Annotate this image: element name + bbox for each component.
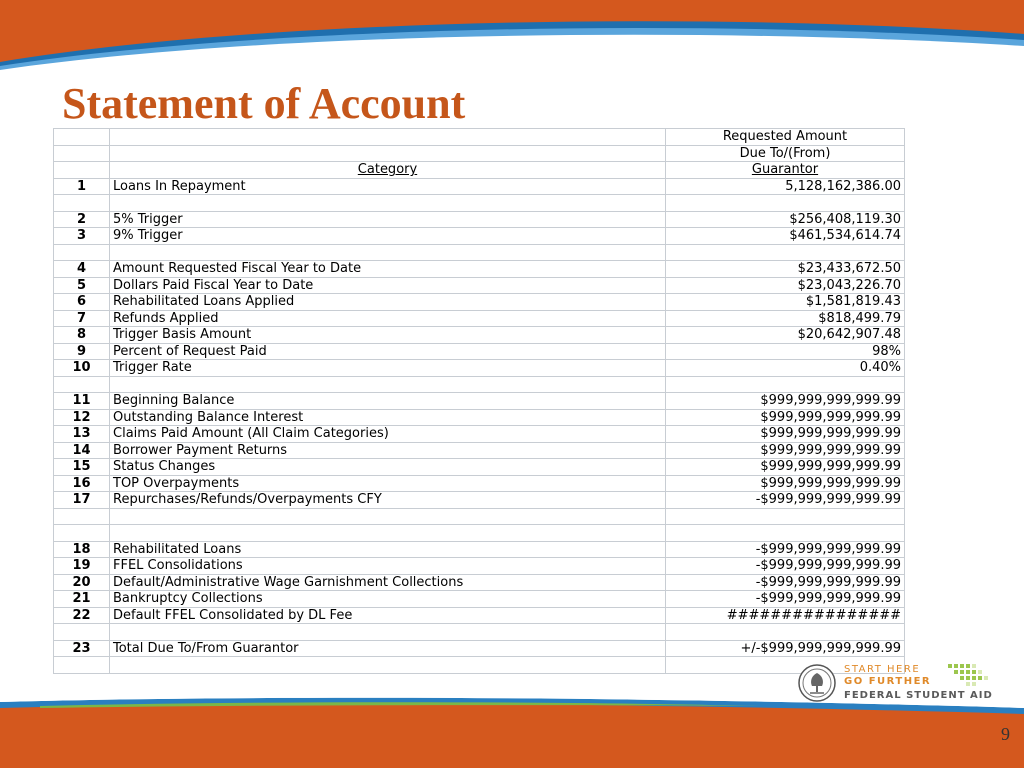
row-amount: [666, 525, 905, 542]
top-decorative-band: [0, 0, 1024, 70]
row-number: [54, 657, 110, 674]
row-category: [110, 657, 666, 674]
logo-dots-icon: [948, 664, 994, 688]
row-category: [110, 244, 666, 261]
table-row: [54, 178, 905, 195]
row-category: Dollars Paid Fiscal Year to Date: [110, 277, 666, 294]
row-number: [54, 525, 110, 542]
row-number: 21: [54, 591, 110, 608]
logo-line-federal-student-aid: FEDERAL STUDENT AID: [844, 690, 993, 701]
row-number: 22: [54, 607, 110, 624]
row-number: [54, 508, 110, 525]
row-number: 3: [54, 228, 110, 245]
row-category: Outstanding Balance Interest: [110, 409, 666, 426]
row-number: 1: [54, 178, 110, 195]
row-amount: [666, 376, 905, 393]
row-category: [110, 624, 666, 641]
row-category: Trigger Basis Amount: [110, 327, 666, 344]
row-amount: 0.40%: [666, 360, 905, 377]
row-amount: -$999,999,999,999.99: [666, 574, 905, 591]
row-amount: [666, 244, 905, 261]
row-number: 16: [54, 475, 110, 492]
header-category-cell: [110, 145, 666, 162]
table-row: [54, 261, 905, 278]
row-category: [110, 525, 666, 542]
row-category: TOP Overpayments: [110, 475, 666, 492]
table-row: [54, 426, 905, 443]
row-amount: $999,999,999,999.99: [666, 393, 905, 410]
federal-student-aid-logo: [798, 662, 998, 706]
row-amount: -$999,999,999,999.99: [666, 541, 905, 558]
logo-line-start-here: START HERE: [844, 664, 921, 675]
row-number: 10: [54, 360, 110, 377]
table-row: [54, 640, 905, 657]
row-number: [54, 195, 110, 212]
row-amount: [666, 508, 905, 525]
row-amount: $999,999,999,999.99: [666, 475, 905, 492]
row-category: Refunds Applied: [110, 310, 666, 327]
row-number: 5: [54, 277, 110, 294]
page-number: 9: [1001, 724, 1010, 744]
table-row: [54, 360, 905, 377]
row-amount: $999,999,999,999.99: [666, 459, 905, 476]
row-amount: -$999,999,999,999.99: [666, 591, 905, 608]
table-row: [54, 558, 905, 575]
table-row: [54, 591, 905, 608]
row-number: 7: [54, 310, 110, 327]
table-row: [54, 459, 905, 476]
row-category: FFEL Consolidations: [110, 558, 666, 575]
row-number: [54, 244, 110, 261]
row-category: Bankruptcy Collections: [110, 591, 666, 608]
row-number: 4: [54, 261, 110, 278]
table-row: [54, 607, 905, 624]
row-amount: $256,408,119.30: [666, 211, 905, 228]
table-row: [54, 541, 905, 558]
header-row: [54, 162, 905, 179]
row-amount: $999,999,999,999.99: [666, 426, 905, 443]
row-amount: [666, 195, 905, 212]
row-number: 8: [54, 327, 110, 344]
header-category-cell: [110, 129, 666, 146]
row-amount: $818,499.79: [666, 310, 905, 327]
slide-title: Statement of Account: [62, 79, 466, 128]
row-amount: $1,581,819.43: [666, 294, 905, 311]
row-amount: $20,642,907.48: [666, 327, 905, 344]
blank-row: [54, 657, 905, 674]
header-amount-line2: Due To/(From): [666, 145, 905, 162]
blank-row: [54, 244, 905, 261]
row-category: [110, 508, 666, 525]
row-number: 17: [54, 492, 110, 509]
table-row: [54, 475, 905, 492]
row-category: Rehabilitated Loans: [110, 541, 666, 558]
statement-of-account-table: [53, 128, 905, 674]
header-amount-line1: Requested Amount: [666, 129, 905, 146]
row-category: Claims Paid Amount (All Claim Categories): [110, 426, 666, 443]
department-seal-icon: [798, 664, 836, 702]
table-row: [54, 492, 905, 509]
table-row: [54, 574, 905, 591]
row-amount: $999,999,999,999.99: [666, 409, 905, 426]
row-amount: $461,534,614.74: [666, 228, 905, 245]
row-category: Beginning Balance: [110, 393, 666, 410]
row-amount: $23,433,672.50: [666, 261, 905, 278]
header-num-cell: [54, 162, 110, 179]
row-number: [54, 624, 110, 641]
row-category: [110, 195, 666, 212]
blank-row: [54, 376, 905, 393]
table-row: [54, 409, 905, 426]
row-number: 19: [54, 558, 110, 575]
row-category: 9% Trigger: [110, 228, 666, 245]
row-category: Status Changes: [110, 459, 666, 476]
row-number: 11: [54, 393, 110, 410]
row-number: 6: [54, 294, 110, 311]
row-number: 15: [54, 459, 110, 476]
row-amount: -$999,999,999,999.99: [666, 492, 905, 509]
row-number: 9: [54, 343, 110, 360]
table-row: [54, 294, 905, 311]
row-number: 23: [54, 640, 110, 657]
row-number: 13: [54, 426, 110, 443]
header-row: [54, 129, 905, 146]
row-number: [54, 376, 110, 393]
header-num-cell: [54, 145, 110, 162]
row-amount: $23,043,226.70: [666, 277, 905, 294]
row-amount: 98%: [666, 343, 905, 360]
logo-line-go-further: GO FURTHER: [844, 676, 932, 687]
row-amount: +/-$999,999,999,999.99: [666, 640, 905, 657]
row-amount: $999,999,999,999.99: [666, 442, 905, 459]
row-number: 12: [54, 409, 110, 426]
row-amount: 5,128,162,386.00: [666, 178, 905, 195]
table-row: [54, 393, 905, 410]
row-category: Default FFEL Consolidated by DL Fee: [110, 607, 666, 624]
header-row: [54, 145, 905, 162]
table-row: [54, 211, 905, 228]
row-category: Total Due To/From Guarantor: [110, 640, 666, 657]
row-amount: -$999,999,999,999.99: [666, 558, 905, 575]
row-number: 20: [54, 574, 110, 591]
row-number: 2: [54, 211, 110, 228]
row-amount: ################: [666, 607, 905, 624]
table-row: [54, 327, 905, 344]
row-category: Percent of Request Paid: [110, 343, 666, 360]
table-row: [54, 277, 905, 294]
table-row: [54, 442, 905, 459]
table-row: [54, 310, 905, 327]
row-category: 5% Trigger: [110, 211, 666, 228]
blank-row: [54, 525, 905, 542]
row-number: 14: [54, 442, 110, 459]
row-category: Repurchases/Refunds/Overpayments CFY: [110, 492, 666, 509]
row-category: Borrower Payment Returns: [110, 442, 666, 459]
table-row: [54, 343, 905, 360]
row-category: [110, 376, 666, 393]
blank-row: [54, 624, 905, 641]
row-number: 18: [54, 541, 110, 558]
header-category-label: Category: [110, 162, 666, 179]
header-num-cell: [54, 129, 110, 146]
blank-row: [54, 195, 905, 212]
header-amount-line3: Guarantor: [666, 162, 905, 179]
blank-row: [54, 508, 905, 525]
row-category: Rehabilitated Loans Applied: [110, 294, 666, 311]
row-category: Amount Requested Fiscal Year to Date: [110, 261, 666, 278]
row-category: Loans In Repayment: [110, 178, 666, 195]
row-amount: [666, 624, 905, 641]
row-category: Default/Administrative Wage Garnishment Collections: [110, 574, 666, 591]
table-row: [54, 228, 905, 245]
row-category: Trigger Rate: [110, 360, 666, 377]
